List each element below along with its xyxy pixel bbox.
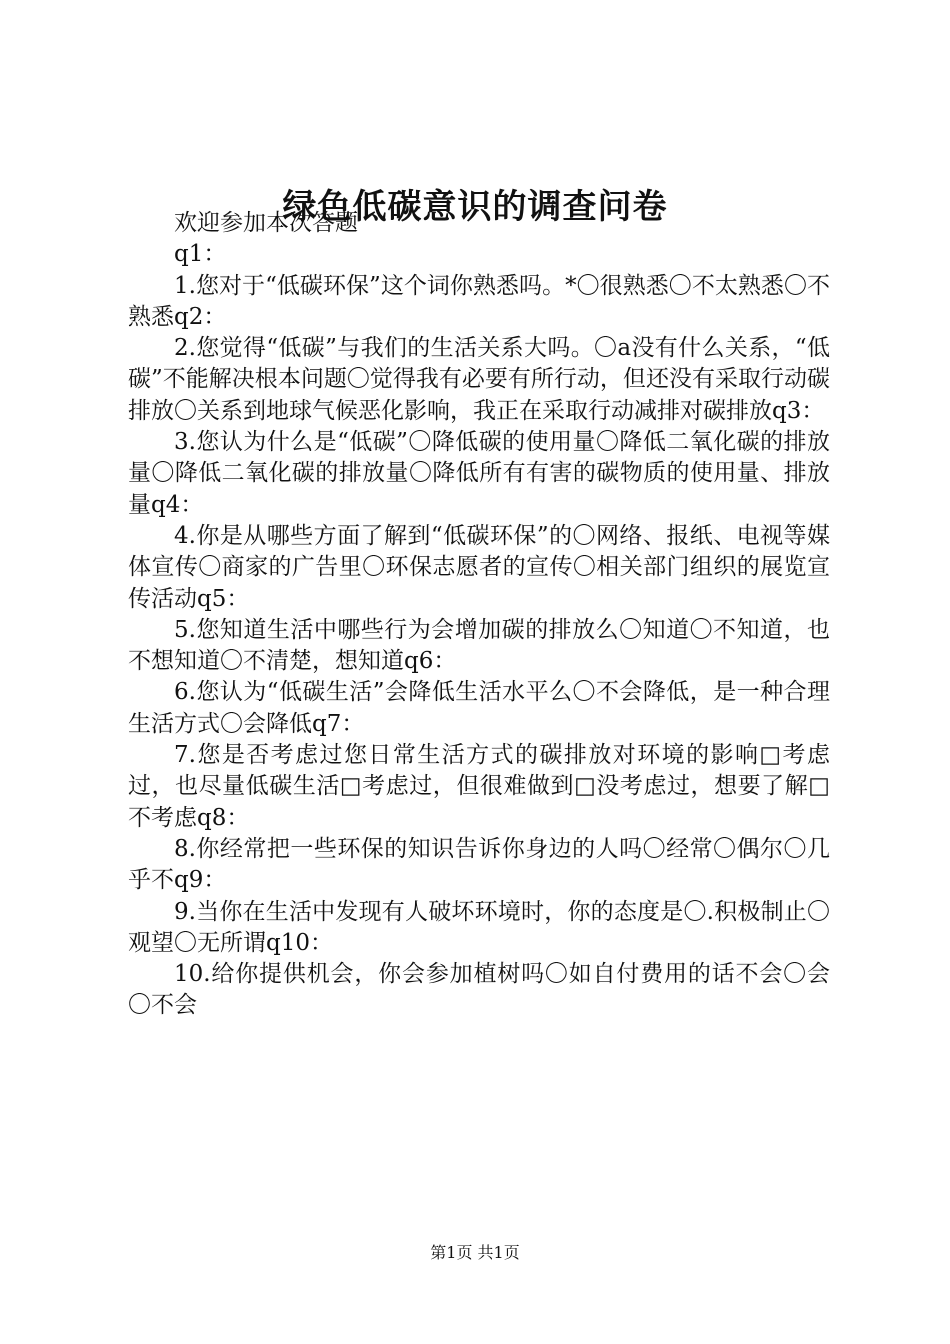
question-1: 1.您对于“低碳环保”这个词你熟悉吗。*〇很熟悉〇不太熟悉〇不熟悉q2： bbox=[128, 272, 830, 330]
question-8: 8.你经常把一些环保的知识告诉你身边的人吗〇经常〇偶尔〇几乎不q9： bbox=[128, 835, 830, 894]
question-2: 2.您觉得“低碳”与我们的生活关系大吗。〇a没有什么关系，“低碳”不能解决根本问题〇觉得我有必要有所行动，但还没有采取行动碳排放〇关系到地球气候恶化影响，我正在采取行动减排对碳排放q3： bbox=[128, 335, 830, 424]
document-body bbox=[128, 208, 830, 1022]
question-7: 7.您是否考虑过您日常生活方式的碳排放对环境的影响□考虑过，也尽量低碳生活□考虑过，但很难做到□没考虑过，想要了解□不考虑q8： bbox=[128, 742, 830, 831]
question-6: 6.您认为“低碳生活”会降低生活水平么〇不会降低，是一种合理生活方式〇会降低q7： bbox=[128, 679, 830, 737]
question-3: 3.您认为什么是“低碳”〇降低碳的使用量〇降低二氧化碳的排放量〇降低二氧化碳的排放量〇降低所有有害的碳物质的使用量、排放量q4： bbox=[128, 429, 830, 518]
question-9: 9.当你在生活中发现有人破坏环境时，你的态度是〇.积极制止〇观望〇无所谓q10： bbox=[128, 898, 830, 956]
question-label-q1: q1： bbox=[174, 241, 227, 268]
document-title: 绿色低碳意识的调查问卷 bbox=[282, 187, 668, 227]
question-5: 5.您知道生活中哪些行为会增加碳的排放么〇知道〇不知道，也不想知道〇不清楚，想知道q6： bbox=[128, 616, 830, 675]
question-10: 10.给你提供机会，你会参加植树吗〇如自付费用的话不会〇会〇不会 bbox=[128, 961, 830, 1019]
intro-text: 欢迎参加本次答题 bbox=[174, 210, 358, 236]
page-footer: 第1页 共1页 bbox=[430, 1243, 520, 1262]
question-4: 4.你是从哪些方面了解到“低碳环保”的〇网络、报纸、电视等媒体宣传〇商家的广告里〇环保志愿者的宣传〇相关部门组织的展览宣传活动q5： bbox=[128, 522, 830, 612]
